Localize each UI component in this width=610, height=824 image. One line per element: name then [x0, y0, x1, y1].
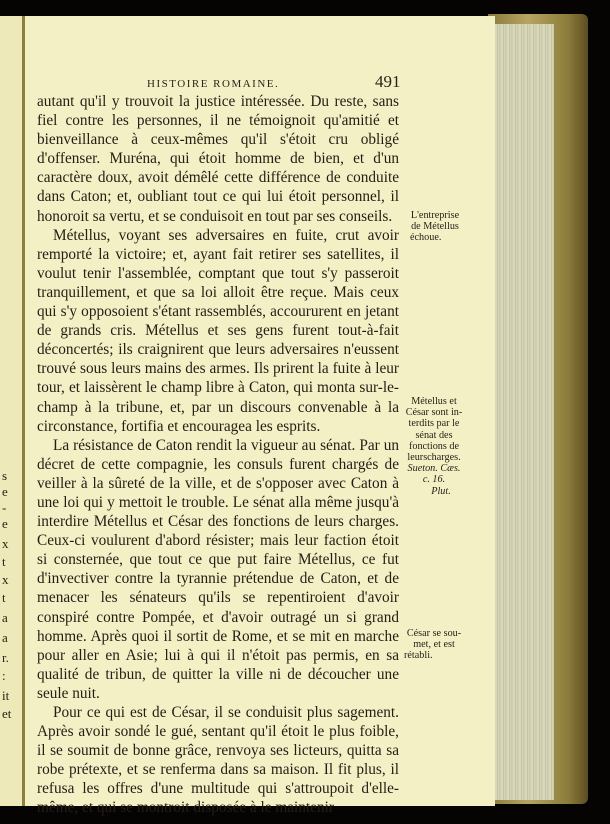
- note-citation: Plut.: [431, 485, 451, 497]
- note-line: fonctions de: [408, 440, 460, 452]
- note-line: de Métellus: [411, 221, 459, 233]
- fragment: t: [2, 554, 6, 569]
- fragment: :: [2, 668, 6, 683]
- main-text: [37, 92, 399, 818]
- note-line: leurscharges.: [407, 452, 461, 464]
- note-line: met, et est: [413, 639, 455, 651]
- fragment: -: [2, 500, 7, 515]
- paragraph: Pour ce qui est de César, il se conduisit plus sagement. Après avoir sondé le gué, sentant qu'il étoit le plus foible, il se soumit de bonne grâce, renvoya ses licteurs, quitta sa robe prétexte, et se renferma dans sa maison. Il fit plus, il refusa les offres d'une multitude qui s'attroupoit d'elle-même, et qui se montroit disposée à le maintenir: [37, 704, 399, 817]
- note-citation: Sueton. Cæs.: [407, 463, 461, 475]
- paragraph: Métellus, voyant ses adversaires en fuite, crut avoir remporté la victoire; et, ayant fait retirer ses satellites, il voulut tenir l'assemblée, comptant que tout s'y passeroit tranquillement, et que sa loi alloit être reçue. Mais ceux qui s'y opposoient s'étant rassemblés, accoururent en jetant de grands cris. Métellus et ses gens furent tout-à-fait déconcertés; ils craignirent que leurs adversaires n'eussent trouvé sous leurs mains des armes. Ils prirent la fuite à leur tour, et laissèrent le champ libre à Caton, qui monta sur-le-champ à la tribune, et, par un discours convenable à la circonstance, fortifia et encouragea les esprits.: [37, 226, 399, 435]
- running-title: HISTOIRE ROMAINE.: [147, 78, 280, 90]
- fragment: et: [2, 706, 12, 721]
- page-number: 491: [375, 72, 401, 91]
- fragment: t: [2, 590, 6, 605]
- note-line: sénat des: [415, 429, 453, 441]
- page-edges: [492, 24, 554, 800]
- fragment: x: [2, 572, 9, 587]
- note-line: César se sou-: [406, 628, 462, 639]
- fragment: a: [2, 610, 8, 625]
- note-line: rétabli.: [404, 650, 433, 662]
- paragraph: autant qu'il y trouvoit la justice intéressée. Du reste, sans fiel contre les personnes, il ne témoignoit qu'amitié et bienveillance à ceux-mêmes qu'il s'étoit cru obligé d'offenser. Muréna, qui étoit homme de bien, et d'un caractère doux, avoit démêlé cette différence de conduite dans Caton; et, oubliant tout ce qui lui étoit personnel, il honoroit sa vertu, et se conduisoit en tout par ses conseils.: [37, 93, 399, 225]
- note-citation: c. 16.: [422, 474, 446, 486]
- fragment: it: [2, 688, 10, 703]
- fragment: e: [2, 484, 8, 499]
- note-line: terdits par le: [408, 418, 460, 430]
- margin-note-2: [400, 396, 468, 497]
- fragment: r.: [2, 650, 9, 665]
- fragment: s: [2, 468, 8, 483]
- note-line: échoue.: [410, 232, 442, 244]
- note-line: Métellus et: [411, 396, 457, 407]
- note-line: L'entreprise: [410, 210, 460, 221]
- margin-note-1: [404, 210, 466, 244]
- margin-note-3: [402, 628, 466, 662]
- fragment: e: [2, 516, 8, 531]
- fragment: x: [2, 536, 9, 551]
- fragment: a: [2, 630, 8, 645]
- note-line: César sont in-: [405, 407, 463, 419]
- paragraph: La résistance de Caton rendit la vigueur au sénat. Par un décret de cette compagnie, les consuls furent chargés de veiller à la sûreté de la ville, et de s'opposer avec Caton à une loi qui y mettoit le trouble. Le sénat alla même jusqu'à interdire Métellus et César des fonctions de leurs charges. Ceux-ci voulurent d'abord résister; mais leur faction étoit si consternée, que tout ce que put faire Métellus, ce fut d'invectiver contre la tyrannie prétendue de Caton, et de menacer les sénateurs qu'ils se repentiroient d'avoir conspiré contre Pompée, et d'avoir outragé un si grand homme. Après quoi il sortit de Rome, et se mit en marche pour aller en Asie; lui à qui il n'étoit pas permis, en sa qualité de tribun, de quitter la ville ni de découcher une seule nuit.: [37, 436, 399, 702]
